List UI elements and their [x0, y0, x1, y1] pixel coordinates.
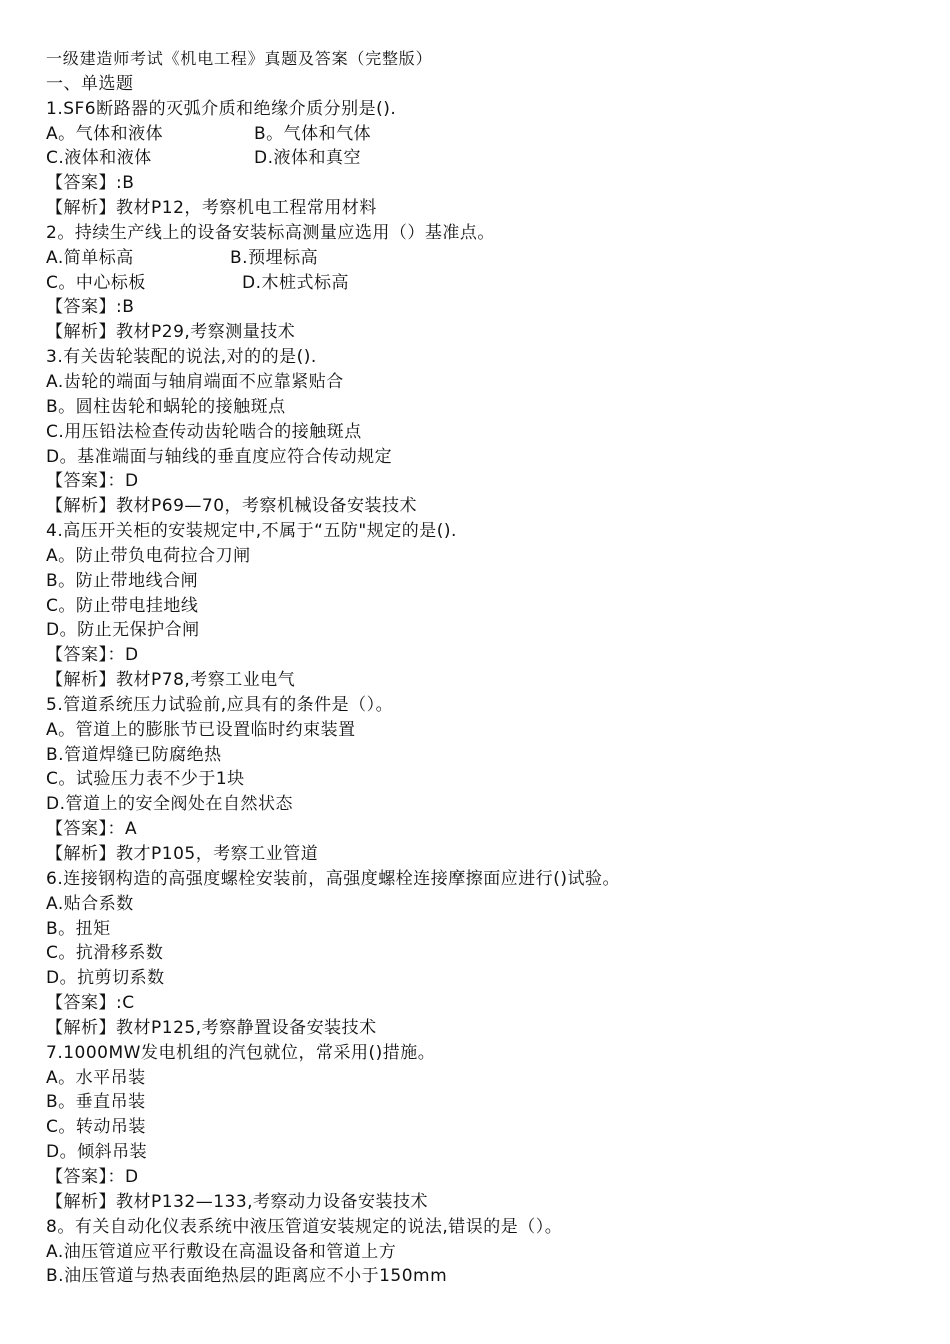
- question-stem: 5.管道系统压力试验前,应具有的条件是（）。: [46, 694, 394, 715]
- question-stem: 1.SF6断路器的灭弧介质和绝缘介质分别是().: [46, 98, 397, 119]
- options-row: [46, 122, 926, 147]
- option-d: D.木桩式标高: [242, 272, 349, 293]
- answer-line: 【答案】：A: [46, 819, 138, 840]
- option-d: D。基准端面与轴线的垂直度应符合传动规定: [46, 446, 393, 467]
- option-a: A.简单标高: [46, 247, 134, 268]
- section-heading: 一、单选题: [46, 73, 134, 94]
- answer-line: 【答案】:C: [46, 993, 135, 1014]
- answer-line: 【答案】：D: [46, 645, 139, 666]
- option-b: B。防止带地线合闸: [46, 570, 199, 591]
- option-a: A。管道上的膨胀节已设置临时约束装置: [46, 719, 356, 740]
- option-c: C。中心标板: [46, 272, 146, 293]
- option-c: C。抗滑移系数: [46, 943, 164, 964]
- question-stem: 2。持续生产线上的设备安装标高测量应选用（）基准点。: [46, 222, 495, 243]
- question-stem: 4.高压开关柜的安装规定中,不属于“五防"规定的是().: [46, 521, 457, 542]
- option-b: B。扭矩: [46, 918, 111, 939]
- option-c: C.液体和液体: [46, 148, 152, 169]
- document-page: [46, 47, 926, 1289]
- answer-line: 【答案】：D: [46, 471, 139, 492]
- question-stem: 8。有关自动化仪表系统中液压管道安装规定的说法,错误的是（）。: [46, 1216, 563, 1237]
- answer-line: 【答案】：D: [46, 1166, 139, 1187]
- document-title: 一级建造师考试《机电工程》真题及答案（完整版）: [46, 49, 433, 68]
- option-b: B。圆柱齿轮和蜗轮的接触斑点: [46, 396, 286, 417]
- option-c: C。转动吊装: [46, 1117, 146, 1138]
- option-d: D。防止无保护合闸: [46, 620, 200, 641]
- options-row: [46, 271, 926, 296]
- answer-line: 【答案】:B: [46, 173, 135, 194]
- options-row: [46, 146, 926, 171]
- option-d: D.管道上的安全阀处在自然状态: [46, 794, 293, 815]
- option-b: B。垂直吊装: [46, 1092, 146, 1113]
- question-stem: 6.连接钢构造的高强度螺栓安装前，高强度螺栓连接摩擦面应进行()试验。: [46, 868, 620, 889]
- option-a: A。水平吊装: [46, 1067, 146, 1088]
- analysis-line: 【解析】教才P105，考察工业管道: [46, 844, 319, 864]
- options-row: [46, 246, 926, 271]
- option-c: C.用压铅法检查传动齿轮啮合的接触斑点: [46, 421, 362, 442]
- question-stem: 7.1000MW发电机组的汽包就位，常采用()措施。: [46, 1042, 436, 1063]
- option-c: C。试验压力表不少于1块: [46, 769, 245, 790]
- question-stem: 3.有关齿轮装配的说法,对的的是().: [46, 347, 317, 368]
- analysis-line: 【解析】教材P78,考察工业电气: [46, 670, 296, 691]
- option-a: A.齿轮的端面与轴肩端面不应靠紧贴合: [46, 371, 344, 392]
- option-a: A.贴合系数: [46, 893, 134, 914]
- analysis-line: 【解析】教材P12，考察机电工程常用材料: [46, 198, 377, 219]
- analysis-line: 【解析】教材P29,考察测量技术: [46, 322, 296, 343]
- option-b: B。气体和气体: [254, 123, 372, 144]
- analysis-line: 【解析】教材P69—70，考察机械设备安装技术: [46, 496, 418, 517]
- option-b: B.预埋标高: [230, 247, 319, 268]
- answer-line: 【答案】:B: [46, 297, 135, 318]
- analysis-line: 【解析】教材P132—133,考察动力设备安装技术: [46, 1191, 429, 1212]
- option-a: A。气体和液体: [46, 123, 164, 144]
- option-d: D。倾斜吊装: [46, 1142, 148, 1163]
- option-a: A.油压管道应平行敷设在高温设备和管道上方: [46, 1241, 397, 1262]
- option-b: B.管道焊缝已防腐绝热: [46, 744, 222, 765]
- option-a: A。防止带负电荷拉合刀闸: [46, 545, 251, 566]
- option-d: D。抗剪切系数: [46, 968, 165, 989]
- analysis-line: 【解析】教材P125,考察静置设备安装技术: [46, 1017, 377, 1038]
- option-b: B.油压管道与热表面绝热层的距离应不小于150mm: [46, 1266, 448, 1287]
- option-c: C。防止带电挂地线: [46, 595, 199, 616]
- option-d: D.液体和真空: [254, 148, 361, 169]
